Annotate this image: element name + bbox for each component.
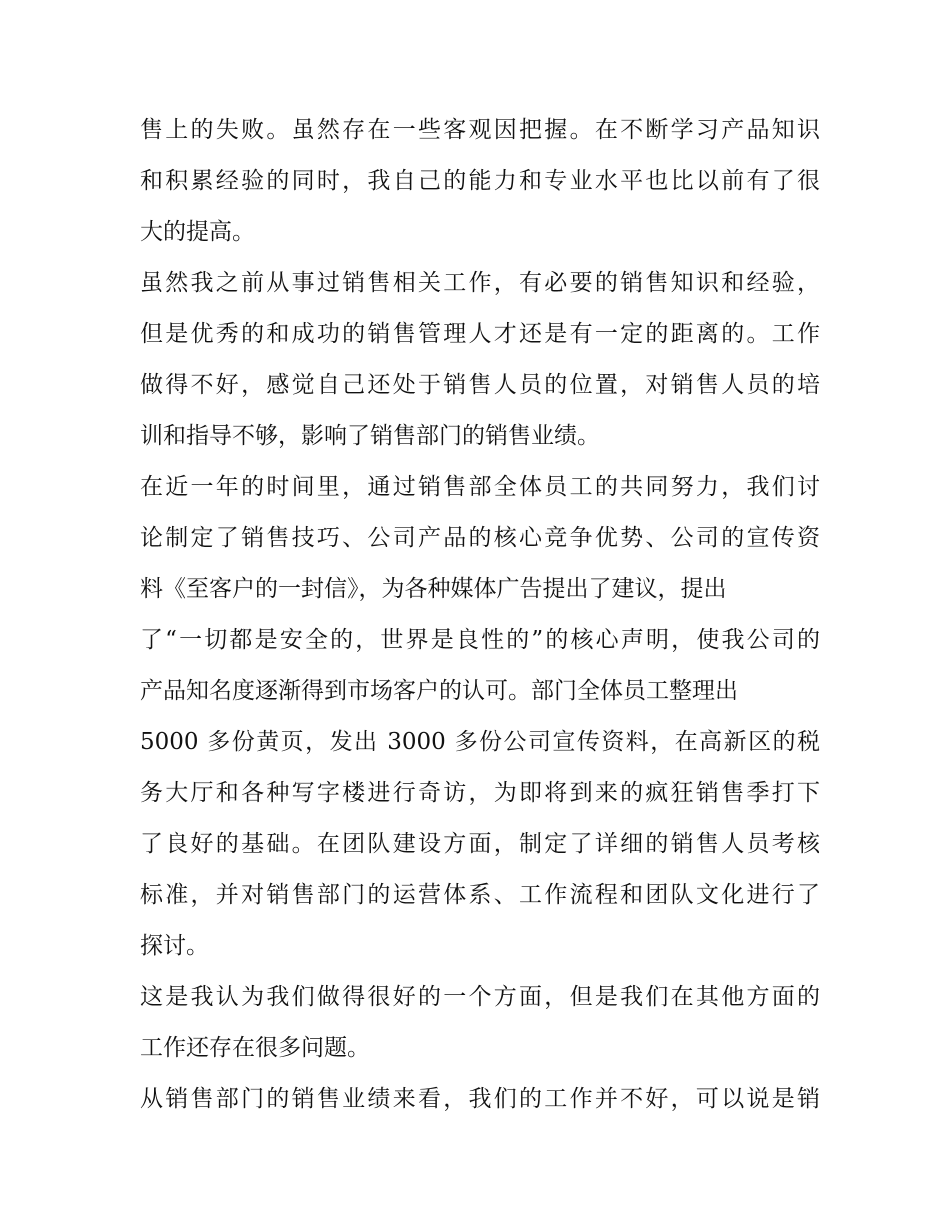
text-line-16: 标准，并对销售部门的运营体系、工作流程和团队文化进行了 bbox=[140, 882, 820, 908]
text-line-8: 在近一年的时间里，通过销售部全体员工的共同努力，我们讨 bbox=[140, 474, 820, 500]
text-line-15: 了良好的基础。在团队建设方面，制定了详细的销售人员考核 bbox=[140, 831, 820, 857]
text-line-20: 从销售部门的销售业绩来看，我们的工作并不好，可以说是销 bbox=[140, 1086, 820, 1112]
text-line-13: 5000 多份黄页，发出 3000 多份公司宣传资料，在高新区的税 bbox=[140, 729, 820, 755]
text-line-4: 虽然我之前从事过销售相关工作，有必要的销售知识和经验， bbox=[140, 270, 820, 296]
text-line-18: 这是我认为我们做得很好的一个方面，但是我们在其他方面的 bbox=[140, 984, 820, 1010]
text-line-3: 大的提高。 bbox=[140, 219, 255, 245]
text-line-9: 论制定了销售技巧、公司产品的核心竞争优势、公司的宣传资 bbox=[140, 525, 820, 551]
text-line-19: 工作还存在很多问题。 bbox=[140, 1035, 370, 1061]
text-line-11: 了“一切都是安全的，世界是良性的”的核心声明，使我公司的 bbox=[140, 627, 820, 653]
text-line-5: 但是优秀的和成功的销售管理人才还是有一定的距离的。工作 bbox=[140, 321, 820, 347]
text-line-6: 做得不好，感觉自己还处于销售人员的位置，对销售人员的培 bbox=[140, 372, 820, 398]
text-line-14: 务大厅和各种写字楼进行奇访，为即将到来的疯狂销售季打下 bbox=[140, 780, 820, 806]
text-line-1: 售上的失败。虽然存在一些客观因把握。在不断学习产品知识 bbox=[140, 117, 820, 143]
text-line-2: 和积累经验的同时，我自己的能力和专业水平也比以前有了很 bbox=[140, 168, 820, 194]
text-line-17: 探讨。 bbox=[140, 933, 209, 959]
text-line-12: 产品知名度逐渐得到市场客户的认可。部门全体员工整理出 bbox=[140, 678, 738, 704]
body-text bbox=[140, 110, 820, 1130]
text-line-7: 训和指导不够，影响了销售部门的销售业绩。 bbox=[140, 423, 600, 449]
text-line-10: 料《至客户的一封信》，为各种媒体广告提出了建议，提出 bbox=[140, 576, 727, 602]
